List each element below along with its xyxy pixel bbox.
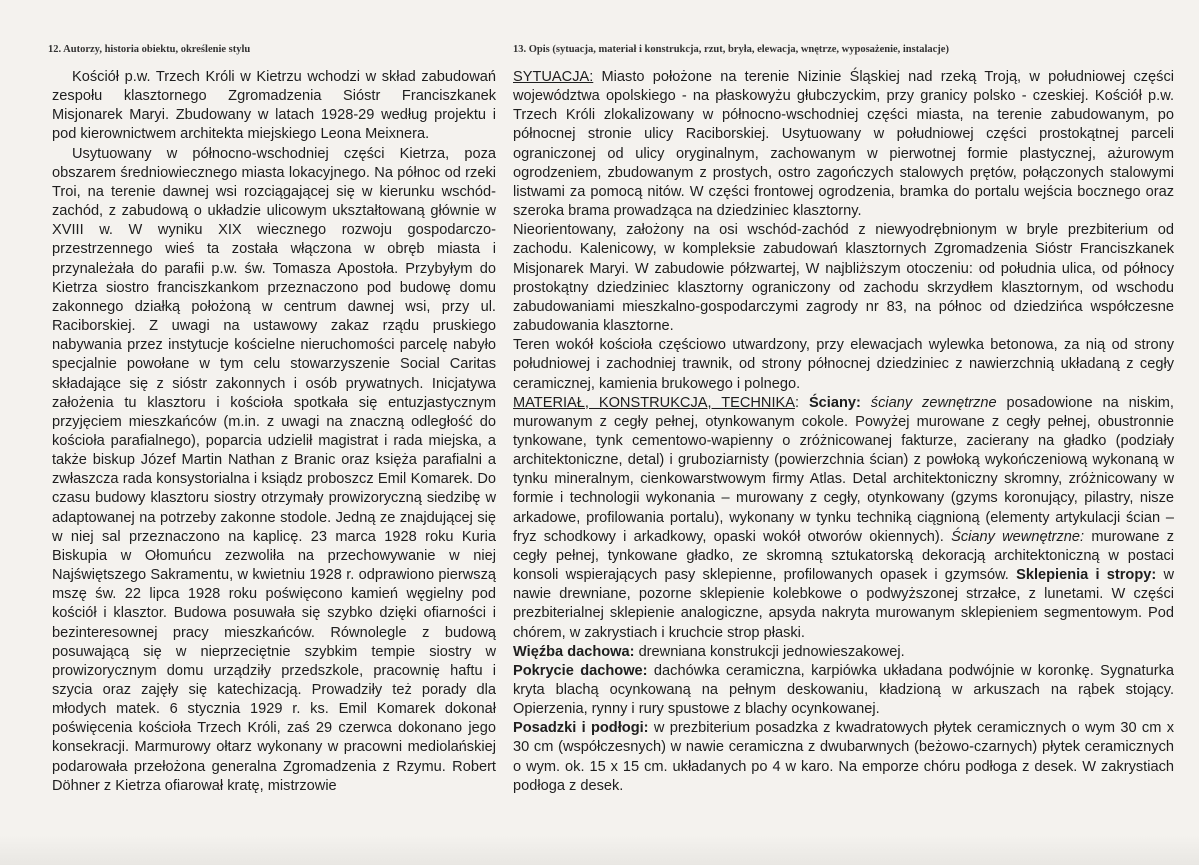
paragraph-text: w nawie drewniane, pozorne sklepienie kolebkowe o podwyższonej strzałce, z lunetami. W części prezbiterialnej sklepienie analogiczne, apsyda nakryta murowanym sklepieniem segmentowym. Pod chórem, w zakrystiach i kruchcie strop płaski. — [513, 567, 1175, 641]
section-13-header: 13. Opis (sytuacja, materiał i konstrukcja, rzut, bryła, elewacja, wnętrze, wyposażenie, instalacje) — [513, 44, 949, 55]
right-paragraph — [513, 221, 1174, 336]
paragraph-text: dachówka ceramiczna, karpiówka układana podwójnie w koronkę. Sygnaturka kryta blachą ocynkowaną na pełnym deskowaniu, kładzioną w arkuszach na rąbek stojący. Opierzenia, rynny i rury spustowe z blachy ocynkowanej. — [513, 662, 1174, 718]
section-heading: MATERIAŁ, KONSTRUKCJA, TECHNIKA — [513, 394, 795, 411]
paragraph-text: Teren wokół kościoła częściowo utwardzony, przy elewacjach wylewka betonowa, za nią od strony południowej i zachodniej trawnik, od strony północnej dziedziniec z nawierzchnią układaną z cegły ceramicznej, kamienia brukowego i polnego. — [513, 337, 1174, 392]
left-paragraph — [52, 68, 496, 145]
paragraph-text: posadowione na niskim, murowanym z cegły pełnej, otynkowanym cokole. Powyżej murowane z cegły pełnej, obustronnie tynkowane, tynk cementowo-wapienny o zróżnicowanej fakturze, zacierany na gładko (podziały architektoniczne, detal) i gruboziarnisty (powierzchnia ścian) z powłoką wykończeniową wykonaną w tynku mineralnym, cienkowarstwowym firmy Atlas. Detal architektoniczny skromny, zróżnicowany w formie i technologii wykonania – murowany z cegły, otynkowany (gzyms koronujący, pilastry, nisze arkadowe, profilowania portalu), wykonany w tynku techniką ciągnioną (elementy artykulacji ścian – fryz schodkowy i arkadkowy, opaski wokół otworów okiennych). — [513, 394, 1174, 545]
left-paragraph — [52, 145, 496, 796]
right-paragraph — [513, 68, 1174, 221]
paragraph-text: Usytuowany w północno-wschodniej części Kietrza, poza obszarem średniowiecznego miasta lokacyjnego. Na północ od rzeki Troi, na terenie dawnej wsi rozciągającej się w kierunku wschód-zachód, z zabudową o układzie ulicowym ukształtowaną głównie w XVIII w. W wyniku XIX wiecznego rozwoju gospodarczo-przestrzennego wieś ta została włączona w obręb miasta i przynależała do parafii p.w. św. Tomasza Apostoła. Przybyłym do Kietrza siostro franciszkankom przeznaczono pod budowę domu zakonnego działką położoną w centrum dawnej wsi, przy ul. Raciborskiej. Z uwagi na ustawowy zakaz rządu pruskiego nabywania przez instytucje kościelne nieruchomości parcelę nabyło specjalnie powołane w tym celu stowarzyszenie Social Caritas składające się z sióstr zakonnych i osób prywatnych. Inicjatywa założenia tu klasztoru i kościoła spotkała się entuzjastycznym przyjęciem mieszkańców (m.in. z uwagi na znaczną odległość do kościoła parafialnego), poparcia udzielił magistrat i rada miejska, a także biskup Józef Martin Nathan z Branic oraz księża parafialni a zwłaszcza rada konsystorialna i ksiądz proboszcz Emil Komarek. Do czasu budowy klasztoru siostry otrzymały prowizoryczną siedzibę w adaptowanej na potrzeby zakonne stodole. Jedną ze znajdującej się w niej sal przeznaczono na kaplicę. 23 marca 1928 roku Kuria Biskupia w Ołomuńcu zezwoliła na przechowywanie w niej Najświętszego Sakramentu, w kwietniu 1928 r. odprawiono pierwszą mszę św. 22 lipca 1928 roku poświęcono kamień węgielny pod kościół i klasztor. Budowa posuwała się szybko dzięki ofiarności i bezinteresownej pracy mieszkańców. Równolegle z budową posuwającą się w nieprzeciętnie szybkim tempie siostry w prowizorycznym domu urządziły przedszkole, pracownię haftu i szycia oraz zajęły się katechizacją. Prowadziły też porady dla młodych matek. 6 stycznia 1929 r. ks. Emil Komarek dokonał poświęcenia kościoła Trzech Króli, zaś 29 czerwca dokonano jego konsekracji. Marmurowy ołtarz wykonany w pracowni mediolańskiej podarowała przełożona generalna Zgromadzenia z Rzymu. Robert Döhner z Kietrza ofiarował kratę, mistrzowie — [52, 145, 496, 794]
paragraph-text: Nieorientowany, założony na osi wschód-zachód z niewyodrębnionym w bryle prezbiterium od zachodu. Kalenicowy, w kompleksie zabudowań klasztornych Zgromadzenia Sióstr Franciszkanek Misjonarek Maryi. W zabudowie półzwartej, W najbliższym otoczeniu: od południa ulica, od północy prostokątny dziedziniec klasztorny ograniczony od zachodu skrzydłem klasztornym, od wschodu zabudowaniami mieszkalno-gospodarczymi zagrody nr 83, na północ od dziedzińca współczesne zabudowania klasztorne. — [513, 222, 1174, 335]
bold-label: Posadzki i podłogi: — [513, 720, 649, 737]
right-paragraph — [513, 336, 1174, 393]
paragraph-text — [861, 395, 871, 411]
right-paragraph — [513, 643, 1174, 662]
paragraph-text: : — [794, 394, 809, 411]
scan-bottom-edge — [0, 835, 1199, 865]
italic-label: ściany zewnętrzne — [870, 394, 997, 411]
paragraph-text: murowane z cegły pełnej, tynkowane gładko, ze skromną sztukatorską dekoracją architektoniczną w postaci konsoli wspierających pasy sklepienne, profilowanych opasek i gzymsów. — [513, 528, 1174, 584]
paragraph-text: Miasto położone na terenie Nizinie Śląskiej nad rzeką Troją, w południowej części województwa opolskiego - na płaskowyżu głubczyckim, przy granicy polsko - czeskiej. Kościół p.w. Trzech Króli zlokalizowany w północno-wschodniej części miasta, na terenie zabudowanym, po północnej stronie ulicy Raciborskiej. Usytuowany w południowej części prostokątnej parceli ograniczonej od ulicy oryginalnym, zachowanym w pierwotnej formie plastycznej, ażurowym ogrodzeniem, zbudowanym z prostych, ostro zagończych stalowych prętów, połączonych stalowymi listwami za pomocą nitów. W części frontowej ogrodzenia, bramka do portalu wejścia bocznego oraz szeroka brama prowadząca na dziedziniec klasztorny. — [513, 69, 1174, 220]
bold-label: Więźba dachowa: — [513, 643, 635, 660]
bold-label: Sklepienia i stropy: — [1016, 567, 1157, 584]
section-heading: SYTUACJA: — [513, 69, 594, 85]
paragraph-text: drewniana konstrukcji jednowieszakowej. — [634, 643, 905, 660]
right-paragraph — [513, 662, 1174, 719]
paragraph-text: Kościół p.w. Trzech Króli w Kietrzu wchodzi w skład zabudowań zespołu klasztornego Zgromadzenia Sióstr Franciszkanek Misjonarek Maryi. Zbudowany w latach 1928-29 według projektu i pod kierownictwem architekta miejskiego Leona Meixnera. — [52, 69, 496, 143]
paragraph-text: w prezbiterium posadzka z kwadratowych płytek ceramicznych o wym 30 cm x 30 cm (współczesnych) w nawie ceramiczna z dwubarwnych (beżowo-czarnych) płytek ceramicznych o wym. ok. 15 x 15 cm. układanych po 4 w karo. Na emporze chóru podłoga z desek. W zakrystiach podłoga z desek. — [513, 720, 1174, 794]
right-paragraph — [513, 394, 1174, 643]
right-paragraph — [513, 719, 1174, 796]
description-column — [513, 68, 1174, 796]
bold-label: Ściany: — [808, 394, 861, 411]
history-column — [52, 68, 496, 796]
bold-label: Pokrycie dachowe: — [513, 662, 648, 679]
italic-label: Ściany wewnętrzne: — [951, 528, 1085, 545]
section-12-header: 12. Autorzy, historia obiektu, określenie stylu — [48, 44, 251, 55]
